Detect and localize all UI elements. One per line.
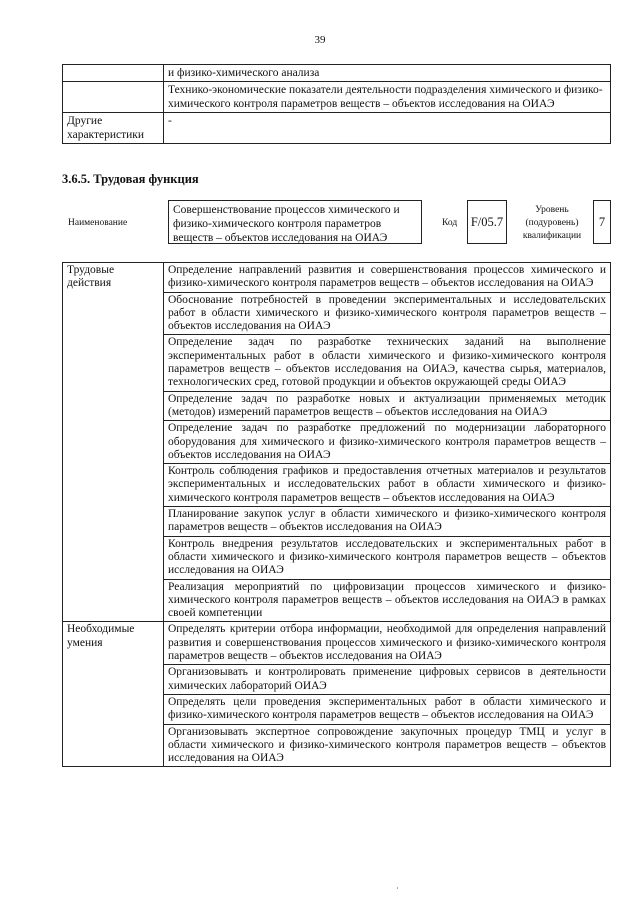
table-row — [63, 65, 611, 82]
table-row — [63, 113, 611, 144]
function-header — [62, 196, 611, 252]
labor-action-item: Обоснование потребностей в проведении экспериментальных и исследовательских работ в области химического и физико-химического контроля параметров веществ – объектов исследования на ОИАЭ — [164, 292, 611, 335]
name-label: Наименование — [68, 218, 128, 228]
page-number: 39 — [314, 34, 326, 46]
required-skill-item: Организовывать экспертное сопровождение закупочных процедур ТМЦ и услуг в области химического и физико-химического контроля параметров веществ – объектов исследования на ОИАЭ — [164, 724, 611, 767]
other-characteristics-value: - — [164, 113, 611, 144]
labor-actions-label: Трудовые действия — [63, 263, 164, 622]
required-skill-item: Организовывать и контролировать применение цифровых сервисов в деятельности химических лабораторий ОИАЭ — [164, 665, 611, 695]
other-characteristics-label: Другие характеристики — [63, 113, 164, 144]
function-name-box: Совершенствование процессов химического и физико-химического контроля параметров веществ – объектов исследования на ОИАЭ — [168, 200, 422, 244]
table-row — [63, 622, 611, 665]
labor-function-table — [62, 262, 611, 767]
row-text: и физико-химического анализа — [164, 65, 611, 82]
table-row — [63, 82, 611, 113]
labor-action-item: Определение направлений развития и совершенствования процессов химического и физико-химического контроля параметров веществ – объектов исследования на ОИАЭ — [164, 263, 611, 293]
labor-action-item: Определение задач по разработке предложений по модернизации лабораторного оборудования для химического и физико-химического контроля параметров веществ – объектов исследования на ОИАЭ — [164, 421, 611, 464]
function-code-box: F/05.7 — [467, 200, 507, 244]
row-text: Технико-экономические показатели деятельности подразделения химического и физико-химического контроля параметров веществ – объектов исследования на ОИАЭ — [164, 82, 611, 113]
row-label — [63, 82, 164, 113]
required-skill-item: Определять критерии отбора информации, необходимой для определения направлений развития и совершенствования процессов химического и физико-химического контроля параметров веществ – объектов исследования на ОИАЭ — [164, 622, 611, 665]
section-heading: 3.6.5. Трудовая функция — [62, 172, 199, 186]
qualification-level-label: Уровень (подуровень) квалификации — [522, 205, 582, 241]
labor-action-item: Контроль соблюдения графиков и предоставления отчетных материалов и результатов экспериментальных и исследовательских работ в области химического и физико-химического контроля параметров веществ – объектов исследования на ОИАЭ — [164, 464, 611, 507]
labor-action-item: Реализация мероприятий по цифровизации процессов химического и физико-химического контроля параметров веществ – объектов исследования на ОИАЭ в рамках своей компетенции — [164, 579, 611, 622]
labor-action-item: Планирование закупок услуг в области химического и физико-химического контроля параметров веществ – объектов исследования на ОИАЭ — [164, 507, 611, 537]
row-label — [63, 65, 164, 82]
required-skills-label: Необходимые умения — [63, 622, 164, 767]
top-characteristics-table — [62, 64, 611, 144]
labor-action-item: Определение задач по разработке технических заданий на выполнение экспериментальных работ в области химического и физико-химического контроля параметров веществ – объектов исследования на ОИАЭ, качества сырья, материалов, технологических сред, готовой продукции и объектов окружающей среды ОИАЭ — [164, 335, 611, 391]
table-row — [63, 263, 611, 293]
qualification-level-box: 7 — [593, 200, 611, 244]
labor-action-item: Контроль внедрения результатов исследовательских и экспериментальных работ в области химического и физико-химического контроля параметров веществ – объектов исследования на ОИАЭ — [164, 536, 611, 579]
code-label: Код — [442, 218, 458, 228]
required-skill-item: Определять цели проведения экспериментальных работ в области химического и физико-химического контроля параметров веществ – объектов исследования на ОИАЭ — [164, 694, 611, 724]
labor-action-item: Определение задач по разработке новых и актуализации применяемых методик (методов) измерений параметров веществ – объектов исследования на ОИАЭ — [164, 391, 611, 421]
bottom-mark: · — [396, 884, 399, 893]
